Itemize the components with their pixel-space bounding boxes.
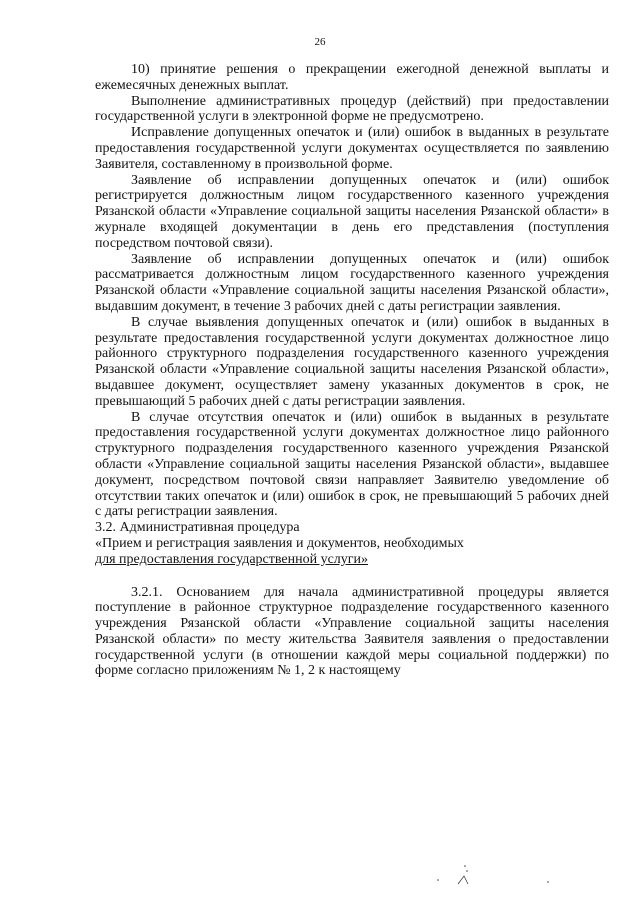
paragraph-4: Заявление об исправлении допущенных опечаток и (или) ошибок регистрируется должностным лицом государственного казенного учреждения Рязанской области «Управление социальной защиты населения Рязанской области» в журнале входящей документации в день его представления (поступления посредством почтовой связи). [95,172,609,251]
paragraph-7: В случае отсутствия опечаток и (или) ошибок в выданных в результате предоставления государственной услуги документах должностное лицо районного структурного подразделения государственного казенного учреждения Рязанской области «Управление социальной защиты населения Рязанской области», выдавшее документ, посредством почтовой связи направляет Заявителю уведомление об отсутствии таких опечаток и (или) ошибок в срок, не превышающий 5 рабочих дней с даты регистрации заявления. [95,409,609,520]
paragraph-3-2-1: 3.2.1. Основанием для начала административной процедуры является поступление в районное структурное подразделение государственного казенного учреждения Рязанской области «Управление социальной защиты населения Рязанской области» по месту жительства Заявителя заявления о предоставлении государственной услуги (в отношении каждой меры социальной поддержки) по форме согласно приложениям № 1, 2 к настоящему [95,584,609,679]
paragraph-1: 10) принятие решения о прекращении ежегодной денежной выплаты и ежемесячных денежных выплат. [95,62,609,93]
paragraph-2: Выполнение административных процедур (действий) при предоставлении государственной услуги в электронной форме не предусмотрено. [95,93,609,125]
paragraph-6: В случае выявления допущенных опечаток и (или) ошибок в выданных в результате предоставления государственной услуги документах должностное лицо районного структурного подразделения государственного казенного учреждения Рязанской области «Управление социальной защиты населения Рязанской области», выдавшее документ, осуществляет замену указанных документов в срок, не превышающий 5 рабочих дней с даты регистрации заявления. [95,314,609,409]
scan-artifact-icon [430,862,580,892]
section-subtitle-line-2: для предоставления государственной услуги» [95,551,369,567]
document-body [95,62,609,679]
page-number: 26 [314,36,326,48]
section-title: 3.2. Административная процедура [95,520,300,536]
paragraph-5: Заявление об исправлении допущенных опечаток и (или) ошибок рассматривается должностным лицом государственного казенного учреждения Рязанской области «Управление социальной защиты населения Рязанской области», выдавшим документ, в течение 3 рабочих дней с даты регистрации заявления. [95,251,609,314]
scan-marks [430,862,580,895]
paragraph-3: Исправление допущенных опечаток и (или) ошибок в выданных в результате предоставления государственной услуги документах осуществляется по заявлению Заявителя, составленному в произвольной форме. [95,125,609,172]
section-subtitle-line-1: «Прием и регистрация заявления и документов, необходимых [95,535,464,551]
